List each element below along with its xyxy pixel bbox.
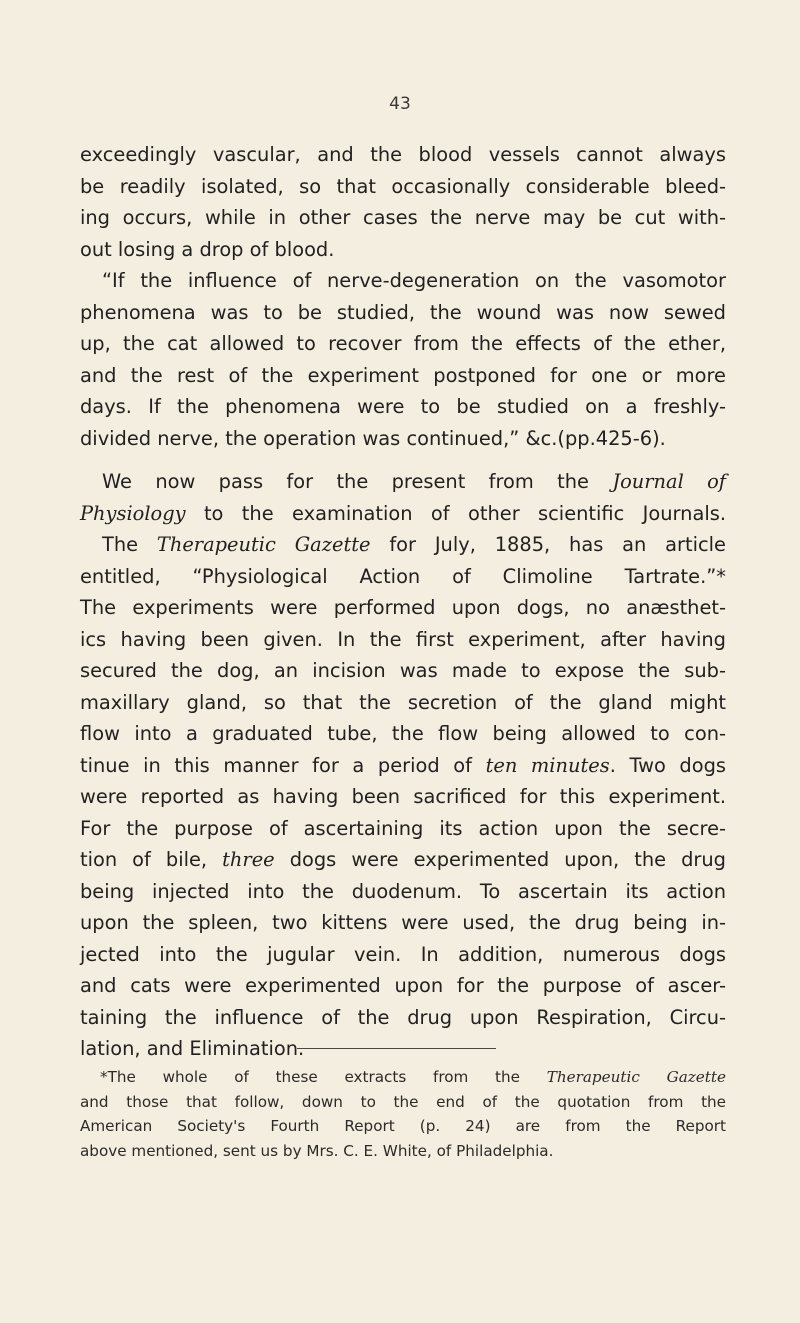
text-line: up, the cat allowed to recover from the effects of the ether, [80, 332, 726, 355]
text-line: ing occurs, while in other cases the nerve may be cut with- [80, 206, 726, 229]
footnote-line: above mentioned, sent us by Mrs. C. E. White, of Philadelphia. [80, 1141, 554, 1160]
text-line: For the purpose of ascertaining its action upon the secre- [80, 816, 726, 840]
text-line: being injected into the duodenum. To ascertain its action [80, 879, 726, 903]
text-line: and the rest of the experiment postponed for one or more [80, 363, 726, 387]
footnote-line: American Society's Fourth Report (p. 24) are from the Report [80, 1117, 726, 1135]
text-line: tion of bile, three dogs were experimented upon, the drug [80, 848, 726, 871]
italic-text: Journal of [612, 470, 726, 493]
footnote-line: and those that follow, down to the end of the quotation from the [80, 1092, 726, 1111]
text-line: flow into a graduated tube, the flow being allowed to con- [80, 722, 726, 745]
text-line: lation, and Elimination. [80, 1037, 305, 1060]
text-line: were reported as having been sacrificed for this experiment. [80, 785, 726, 808]
text-line: divided nerve, the operation was continued,” &c.(pp.425-6). [80, 426, 666, 450]
page-number: 43 [389, 94, 411, 114]
footnote [80, 1065, 726, 1163]
text-line: maxillary gland, so that the secretion of the gland might [80, 690, 726, 714]
text-line: jected into the jugular vein. In addition, numerous dogs [80, 942, 726, 966]
text-line: and cats were experimented upon for the purpose of ascer- [80, 974, 726, 997]
text-line: The Therapeutic Gazette for July, 1885, has an article [102, 533, 726, 556]
text-line: exceedingly vascular, and the blood vessels cannot always [80, 143, 726, 166]
text-line: phenomena was to be studied, the wound was now sewed [80, 300, 726, 324]
text-line: “If the influence of nerve-degeneration on the vasomotor [102, 269, 726, 292]
italic-text: three [222, 848, 275, 871]
text-line: taining the influence of the drug upon Respiration, Circu- [80, 1005, 726, 1029]
text-line: tinue in this manner for a period of ten minutes. Two dogs [80, 753, 726, 777]
text-line: entitled, “Physiological Action of Climoline Tartrate.”* [80, 564, 726, 588]
text-line: ics having been given. In the first experiment, after having [80, 627, 726, 651]
footnote-line: *The whole of these extracts from the Therapeutic Gazette [100, 1068, 726, 1086]
text-line: secured the dog, an incision was made to expose the sub- [80, 659, 726, 682]
text-line: The experiments were performed upon dogs, no anæsthet- [80, 596, 726, 619]
paragraph-gap [80, 454, 726, 466]
text-line: be readily isolated, so that occasionally considerable bleed- [80, 174, 726, 198]
italic-text: Therapeutic Gazette [156, 533, 371, 556]
body-text [80, 139, 726, 1065]
italic-text: ten minutes [485, 753, 610, 777]
italic-text: Physiology [80, 501, 186, 525]
text-line: out losing a drop of blood. [80, 237, 335, 261]
text-line: We now pass for the present from the Journal of [102, 470, 726, 493]
italic-text: Therapeutic Gazette [546, 1068, 726, 1086]
text-line: upon the spleen, two kittens were used, the drug being in- [80, 911, 726, 934]
footnote-divider [297, 1048, 496, 1049]
text-line: Physiology to the examination of other scientific Journals. [80, 501, 726, 525]
text-line: days. If the phenomena were to be studied on a freshly- [80, 395, 726, 418]
